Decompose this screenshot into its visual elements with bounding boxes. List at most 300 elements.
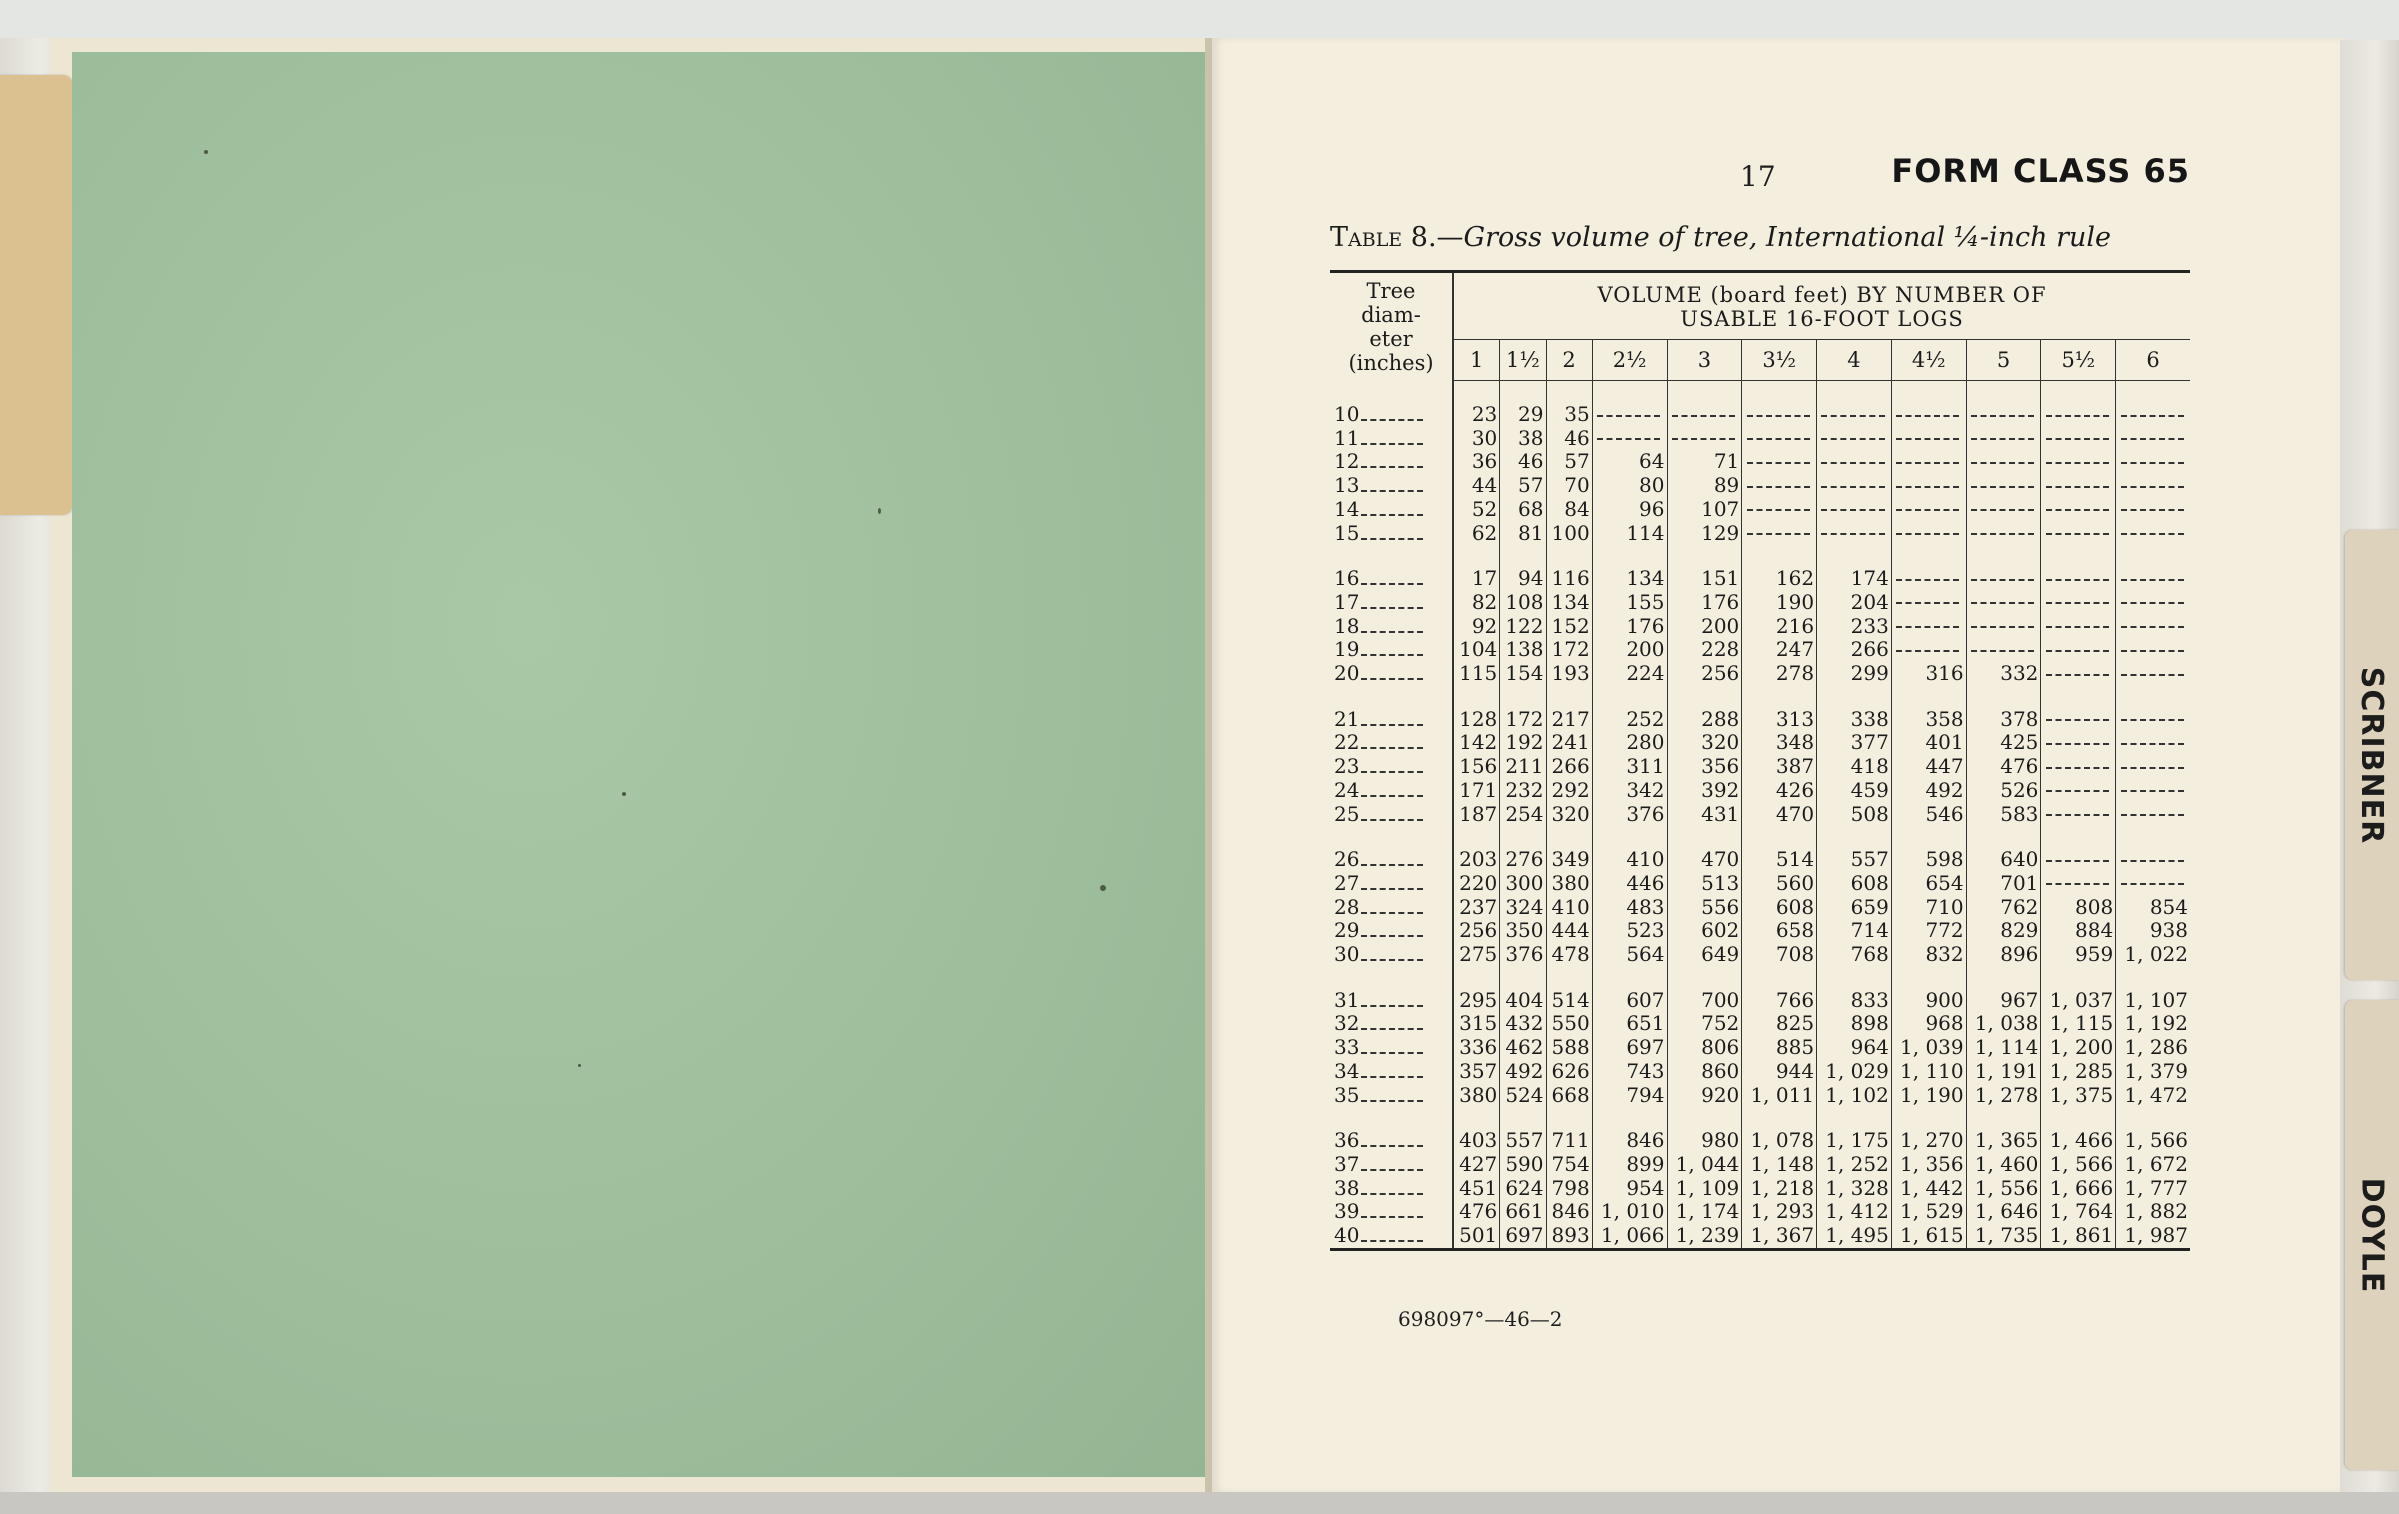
volume-cell: 470 [1742,803,1817,827]
volume-cell: 174 [1817,567,1892,591]
diameter-value: 26 [1334,847,1360,872]
thumb-tab-doyle[interactable] [2345,1000,2399,1470]
empty-cell [2041,522,2116,546]
thumb-tab-scribner[interactable] [2345,530,2399,980]
spacer-cell [1817,1107,1892,1129]
dash-leader [1821,533,1884,535]
spacer-cell [1330,545,1453,567]
volume-cell: 588 [1546,1036,1592,1060]
empty-cell [2041,474,2116,498]
table-row [1330,662,2190,686]
volume-cell: 203 [1453,848,1500,872]
spacer-cell [1592,1107,1667,1129]
empty-cell [1817,474,1892,498]
log-column-header: 1 [1453,340,1500,381]
volume-cell: 57 [1546,450,1592,474]
diameter-cell [1330,872,1453,896]
spacer-cell [1667,381,1742,404]
spacer-cell [1667,545,1742,567]
diameter-value: 29 [1334,918,1360,943]
empty-cell [1891,638,1966,662]
volume-cell: 1, 109 [1667,1177,1742,1201]
volume-cell: 35 [1546,403,1592,427]
spacer-cell [2116,381,2190,404]
volume-cell: 546 [1891,803,1966,827]
volume-cell: 200 [1592,638,1667,662]
empty-cell [1817,450,1892,474]
diameter-cell [1330,615,1453,639]
volume-cell: 129 [1667,522,1742,546]
spacer-cell [1891,686,1966,708]
volume-cell: 338 [1817,708,1892,732]
volume-cell: 711 [1546,1129,1592,1153]
volume-cell: 526 [1966,779,2041,803]
table-row [1330,498,2190,522]
table-row [1330,989,2190,1013]
empty-cell [1966,498,2041,522]
green-endpaper [72,52,1207,1477]
dash-leader [2121,674,2184,676]
leader-dots [1361,864,1423,866]
volume-cell: 378 [1966,708,2041,732]
spacer-cell [1891,545,1966,567]
volume-cell: 1, 672 [2116,1153,2190,1177]
volume-cell: 1, 239 [1667,1224,1742,1249]
diameter-header-line: eter [1369,326,1413,351]
spacer-cell [1546,545,1592,567]
scan-background-bottom [0,1492,2399,1514]
spacer-cell [1592,826,1667,848]
dash-leader [2046,719,2109,721]
table-row [1330,1036,2190,1060]
volume-cell: 1, 777 [2116,1177,2190,1201]
spacer-cell [1453,545,1500,567]
diameter-value: 11 [1334,425,1360,450]
volume-cell: 1, 044 [1667,1153,1742,1177]
spacer-cell [1966,381,2041,404]
dash-leader [1896,602,1959,604]
volume-cell: 1, 102 [1817,1084,1892,1108]
volume-cell: 944 [1742,1060,1817,1084]
group-spacer [1330,826,2190,848]
empty-cell [2116,498,2190,522]
table-row [1330,1177,2190,1201]
volume-cell: 92 [1453,615,1500,639]
empty-cell [2116,522,2190,546]
table-row [1330,427,2190,451]
volume-cell: 410 [1592,848,1667,872]
volume-cell: 171 [1453,779,1500,803]
volume-cell: 754 [1546,1153,1592,1177]
volume-cell: 228 [1667,638,1742,662]
volume-cell: 1, 011 [1742,1084,1817,1108]
empty-cell [2116,474,2190,498]
volume-cell: 142 [1453,731,1500,755]
empty-cell [1817,498,1892,522]
empty-cell [1966,522,2041,546]
empty-cell [2041,731,2116,755]
leader-dots [1361,1052,1423,1054]
diameter-value: 27 [1334,870,1360,895]
volume-cell: 1, 861 [2041,1224,2116,1249]
diameter-cell [1330,638,1453,662]
volume-cell: 794 [1592,1084,1667,1108]
diameter-value: 17 [1334,589,1360,614]
diameter-cell [1330,708,1453,732]
volume-cell: 357 [1453,1060,1500,1084]
diameter-value: 22 [1334,730,1360,755]
spacer-cell [1546,967,1592,989]
page-number: 17 [1740,160,1776,193]
spacer-cell [1966,1107,2041,1129]
volume-cell: 964 [1817,1036,1892,1060]
empty-cell [1891,450,1966,474]
volume-cell: 1, 200 [2041,1036,2116,1060]
leader-dots [1361,1100,1423,1102]
volume-cell: 172 [1500,708,1546,732]
volume-cell: 1, 882 [2116,1200,2190,1224]
empty-cell [1891,522,1966,546]
spacer-cell [1453,967,1500,989]
diameter-value: 15 [1334,520,1360,545]
volume-cell: 654 [1891,872,1966,896]
volume-cell: 608 [1817,872,1892,896]
volume-cell: 380 [1546,872,1592,896]
dash-leader [2121,579,2184,581]
diameter-value: 14 [1334,496,1360,521]
table-row [1330,567,2190,591]
volume-cell: 808 [2041,896,2116,920]
spacer-cell [1330,826,1453,848]
diameter-value: 35 [1334,1082,1360,1107]
volume-cell: 661 [1500,1200,1546,1224]
diameter-value: 21 [1334,706,1360,731]
spacer-cell [1453,381,1500,404]
volume-cell: 959 [2041,943,2116,967]
empty-cell [1966,403,2041,427]
spacer-cell [2116,826,2190,848]
empty-cell [1891,498,1966,522]
volume-cell: 898 [1817,1012,1892,1036]
empty-cell [1817,403,1892,427]
spacer-cell [1500,826,1546,848]
empty-cell [2041,872,2116,896]
volume-cell: 1, 285 [2041,1060,2116,1084]
volume-cell: 348 [1742,731,1817,755]
diameter-cell [1330,1224,1453,1249]
diameter-value: 30 [1334,942,1360,967]
volume-cell: 30 [1453,427,1500,451]
volume-cell: 451 [1453,1177,1500,1201]
volume-cell: 446 [1592,872,1667,896]
volume-cell: 1, 010 [1592,1200,1667,1224]
print-code: 698097°—46—2 [1398,1307,1563,1331]
volume-cell: 1, 174 [1667,1200,1742,1224]
table-row [1330,1084,2190,1108]
volume-cell: 900 [1891,989,1966,1013]
table-row [1330,474,2190,498]
volume-cell: 798 [1546,1177,1592,1201]
caption-text: Gross volume of tree, International ¼-inch rule [1463,222,2112,253]
volume-cell: 766 [1742,989,1817,1013]
volume-cell: 392 [1667,779,1742,803]
volume-cell: 193 [1546,662,1592,686]
volume-cell: 462 [1500,1036,1546,1060]
spacer-cell [1500,686,1546,708]
volume-cell: 607 [1592,989,1667,1013]
volume-cell: 697 [1500,1224,1546,1249]
volume-cell: 44 [1453,474,1500,498]
group-spacer [1330,686,2190,708]
diameter-value: 32 [1334,1011,1360,1036]
empty-cell [1742,498,1817,522]
volume-cell: 190 [1742,591,1817,615]
dash-leader [2121,486,2184,488]
dash-leader [2046,860,2109,862]
spacer-cell [1817,686,1892,708]
volume-cell: 292 [1546,779,1592,803]
spacer-cell [2041,381,2116,404]
paper-speck [578,1064,581,1067]
empty-cell [2041,567,2116,591]
empty-cell [2116,615,2190,639]
volume-cell: 514 [1546,989,1592,1013]
table-row [1330,615,2190,639]
diameter-value: 13 [1334,473,1360,498]
volume-cell: 513 [1667,872,1742,896]
volume-cell: 313 [1742,708,1817,732]
spacer-cell [1742,1107,1817,1129]
table-row [1330,803,2190,827]
volume-cell: 1, 495 [1817,1224,1892,1249]
volume-cell: 1, 037 [2041,989,2116,1013]
spacer-cell [1667,826,1742,848]
volume-cell: 938 [2116,919,2190,943]
volume-cell: 358 [1891,708,1966,732]
volume-cell: 280 [1592,731,1667,755]
volume-cell: 64 [1592,450,1667,474]
caption-prefix: Table 8.— [1330,222,1464,253]
dash-leader [1747,533,1810,535]
volume-cell: 1, 286 [2116,1036,2190,1060]
leader-dots [1361,912,1423,914]
empty-cell [1966,567,2041,591]
volume-cell: 410 [1546,896,1592,920]
volume-cell: 403 [1453,1129,1500,1153]
leader-dots [1361,607,1423,609]
volume-cell: 404 [1500,989,1546,1013]
log-column-header: 5 [1966,340,2041,381]
diameter-cell [1330,1153,1453,1177]
volume-cell: 1, 278 [1966,1084,2041,1108]
leader-dots [1361,1028,1423,1030]
empty-cell [2116,803,2190,827]
spacer-cell [1966,686,2041,708]
volume-cell: 162 [1742,567,1817,591]
leader-dots [1361,678,1423,680]
diameter-value: 10 [1334,402,1360,426]
empty-cell [2041,638,2116,662]
volume-cell: 501 [1453,1224,1500,1249]
volume-cell: 155 [1592,591,1667,615]
paper-speck [622,792,626,796]
log-column-header: 5½ [2041,340,2116,381]
dash-leader [1821,438,1884,440]
volume-cell: 1, 270 [1891,1129,1966,1153]
volume-cell: 1, 022 [2116,943,2190,967]
empty-cell [2116,591,2190,615]
volume-cell: 954 [1592,1177,1667,1201]
volume-cell: 447 [1891,755,1966,779]
leader-dots [1361,514,1423,516]
dash-leader [1747,462,1810,464]
dash-leader [1896,415,1959,417]
leader-dots [1361,466,1423,468]
paper-speck [204,150,208,154]
volume-cell: 478 [1546,943,1592,967]
volume-cell: 114 [1592,522,1667,546]
volume-cell: 602 [1667,919,1742,943]
leader-dots [1361,747,1423,749]
volume-cell: 1, 666 [2041,1177,2116,1201]
volume-cell: 1, 356 [1891,1153,1966,1177]
empty-cell [1966,638,2041,662]
volume-cell: 846 [1592,1129,1667,1153]
volume-cell: 1, 566 [2116,1129,2190,1153]
volume-cell: 659 [1817,896,1892,920]
volume-cell: 884 [2041,919,2116,943]
dash-leader [2046,438,2109,440]
dash-leader [2046,626,2109,628]
volume-cell: 36 [1453,450,1500,474]
volume-cell: 658 [1742,919,1817,943]
index-tab-left [0,75,72,515]
log-count-header-row [1330,340,2190,381]
diameter-value: 38 [1334,1175,1360,1200]
empty-cell [2041,591,2116,615]
volume-cell: 550 [1546,1012,1592,1036]
volume-cell: 29 [1500,403,1546,427]
dash-leader [1971,650,2034,652]
dash-leader [2121,438,2184,440]
spacer-cell [1330,686,1453,708]
volume-cell: 288 [1667,708,1742,732]
volume-cell: 320 [1667,731,1742,755]
volume-cell: 252 [1592,708,1667,732]
volume-cell: 426 [1742,779,1817,803]
leader-dots [1361,1076,1423,1078]
volume-cell: 104 [1453,638,1500,662]
dash-leader [1896,533,1959,535]
dash-leader [1896,626,1959,628]
volume-cell: 320 [1546,803,1592,827]
volume-cell: 94 [1500,567,1546,591]
volume-cell: 176 [1667,591,1742,615]
empty-cell [2116,662,2190,686]
dash-leader [1896,650,1959,652]
dash-leader [1672,415,1735,417]
empty-cell [1891,427,1966,451]
scan-background-top [0,0,2399,40]
diameter-cell [1330,1084,1453,1108]
spacer-cell [2116,967,2190,989]
spacer-cell [1742,826,1817,848]
dash-leader [1597,415,1660,417]
dash-leader [2121,860,2184,862]
volume-cell: 1, 466 [2041,1129,2116,1153]
volume-cell: 247 [1742,638,1817,662]
volume-cell: 1, 646 [1966,1200,2041,1224]
dash-leader [1896,486,1959,488]
volume-cell: 342 [1592,779,1667,803]
volume-cell: 476 [1966,755,2041,779]
spacer-cell [2041,1107,2116,1129]
spacer-cell [1667,1107,1742,1129]
page-header [1300,152,2190,202]
volume-cell: 514 [1742,848,1817,872]
empty-cell [1966,474,2041,498]
empty-cell [1742,427,1817,451]
volume-cell: 590 [1500,1153,1546,1177]
table-caption [1330,222,2111,253]
leader-dots [1361,888,1423,890]
volume-cell: 1, 367 [1742,1224,1817,1249]
spacer-cell [2116,545,2190,567]
volume-cell: 640 [1966,848,2041,872]
dash-leader [2121,509,2184,511]
leader-dots [1361,959,1423,961]
volume-cell: 899 [1592,1153,1667,1177]
volume-cell: 300 [1500,872,1546,896]
volume-cell: 557 [1817,848,1892,872]
table-row [1330,919,2190,943]
empty-cell [2041,662,2116,686]
dash-leader [2046,814,2109,816]
empty-cell [1966,591,2041,615]
empty-cell [1667,427,1742,451]
volume-cell: 470 [1667,848,1742,872]
volume-cell: 278 [1742,662,1817,686]
dash-leader [2046,883,2109,885]
dash-leader [2121,767,2184,769]
diameter-value: 23 [1334,754,1360,779]
spacer-cell [1330,1107,1453,1129]
volume-cell: 1, 328 [1817,1177,1892,1201]
volume-cell: 1, 191 [1966,1060,2041,1084]
volume-cell: 377 [1817,731,1892,755]
spacer-cell [1546,826,1592,848]
volume-cell: 100 [1546,522,1592,546]
volume-cell: 697 [1592,1036,1667,1060]
volume-cell: 1, 365 [1966,1129,2041,1153]
volume-cell: 1, 412 [1817,1200,1892,1224]
empty-cell [2116,427,2190,451]
volume-cell: 122 [1500,615,1546,639]
volume-cell: 1, 615 [1891,1224,1966,1249]
volume-cell: 1, 566 [2041,1153,2116,1177]
diameter-value: 40 [1334,1223,1360,1248]
volume-cell: 860 [1667,1060,1742,1084]
volume-cell: 649 [1667,943,1742,967]
log-column-header: 2½ [1592,340,1667,381]
empty-cell [1817,522,1892,546]
dash-leader [2121,415,2184,417]
volume-cell: 350 [1500,919,1546,943]
diameter-value: 31 [1334,987,1360,1012]
volume-cell: 825 [1742,1012,1817,1036]
volume-cell: 432 [1500,1012,1546,1036]
group-spacer [1330,1107,2190,1129]
